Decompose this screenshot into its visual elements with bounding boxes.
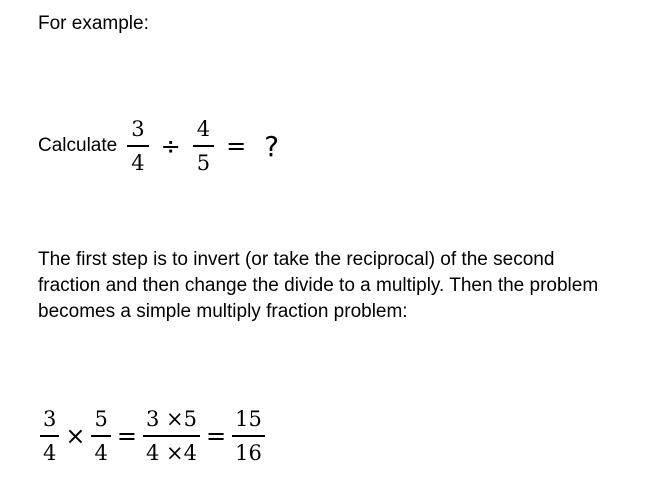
fraction-bar <box>193 145 214 147</box>
fraction-numerator: 15 <box>235 407 262 431</box>
fraction-denominator: 4 <box>131 151 145 175</box>
equals-symbol: = <box>226 132 247 160</box>
fraction-bar <box>91 435 110 437</box>
intro-text: For example: <box>38 13 149 34</box>
solution-row <box>40 396 265 476</box>
equals-symbol-1: = <box>116 422 137 450</box>
solution-fraction-3 <box>143 405 200 467</box>
solution-fraction-1 <box>40 405 59 467</box>
explanation-paragraph <box>38 247 648 325</box>
times-symbol: × <box>65 422 86 450</box>
fraction-denominator: 16 <box>235 441 262 465</box>
explanation-line-1: The first step is to invert (or take the reciprocal) of the second <box>38 249 555 270</box>
fraction-denominator: 4 <box>43 441 57 465</box>
problem-fraction-1 <box>127 115 148 177</box>
question-mark: ? <box>264 129 280 163</box>
solution-fraction-2 <box>91 405 110 467</box>
fraction-numerator: 5 <box>94 407 108 431</box>
solution-fraction-4 <box>232 405 265 467</box>
calculate-label: Calculate <box>38 135 118 156</box>
equals-symbol-2: = <box>205 422 227 450</box>
problem-row <box>38 106 291 186</box>
fraction-bar <box>127 145 148 147</box>
fraction-numerator: 3 <box>43 407 57 431</box>
fraction-numerator: 3 ×5 <box>145 407 197 431</box>
divide-symbol: ÷ <box>160 132 181 160</box>
fraction-bar <box>232 435 265 437</box>
fraction-denominator: 4 ×4 <box>145 441 197 465</box>
fraction-denominator: 5 <box>196 151 211 175</box>
explanation-line-2: fraction and then change the divide to a multiply. Then the problem <box>38 275 599 296</box>
fraction-numerator: 4 <box>196 117 211 141</box>
fraction-denominator: 4 <box>94 441 108 465</box>
problem-fraction-2 <box>193 115 214 177</box>
fraction-bar <box>40 435 59 437</box>
explanation-line-3: becomes a simple multiply fraction problem: <box>38 301 408 322</box>
fraction-numerator: 3 <box>131 117 145 141</box>
fraction-bar <box>143 435 200 437</box>
